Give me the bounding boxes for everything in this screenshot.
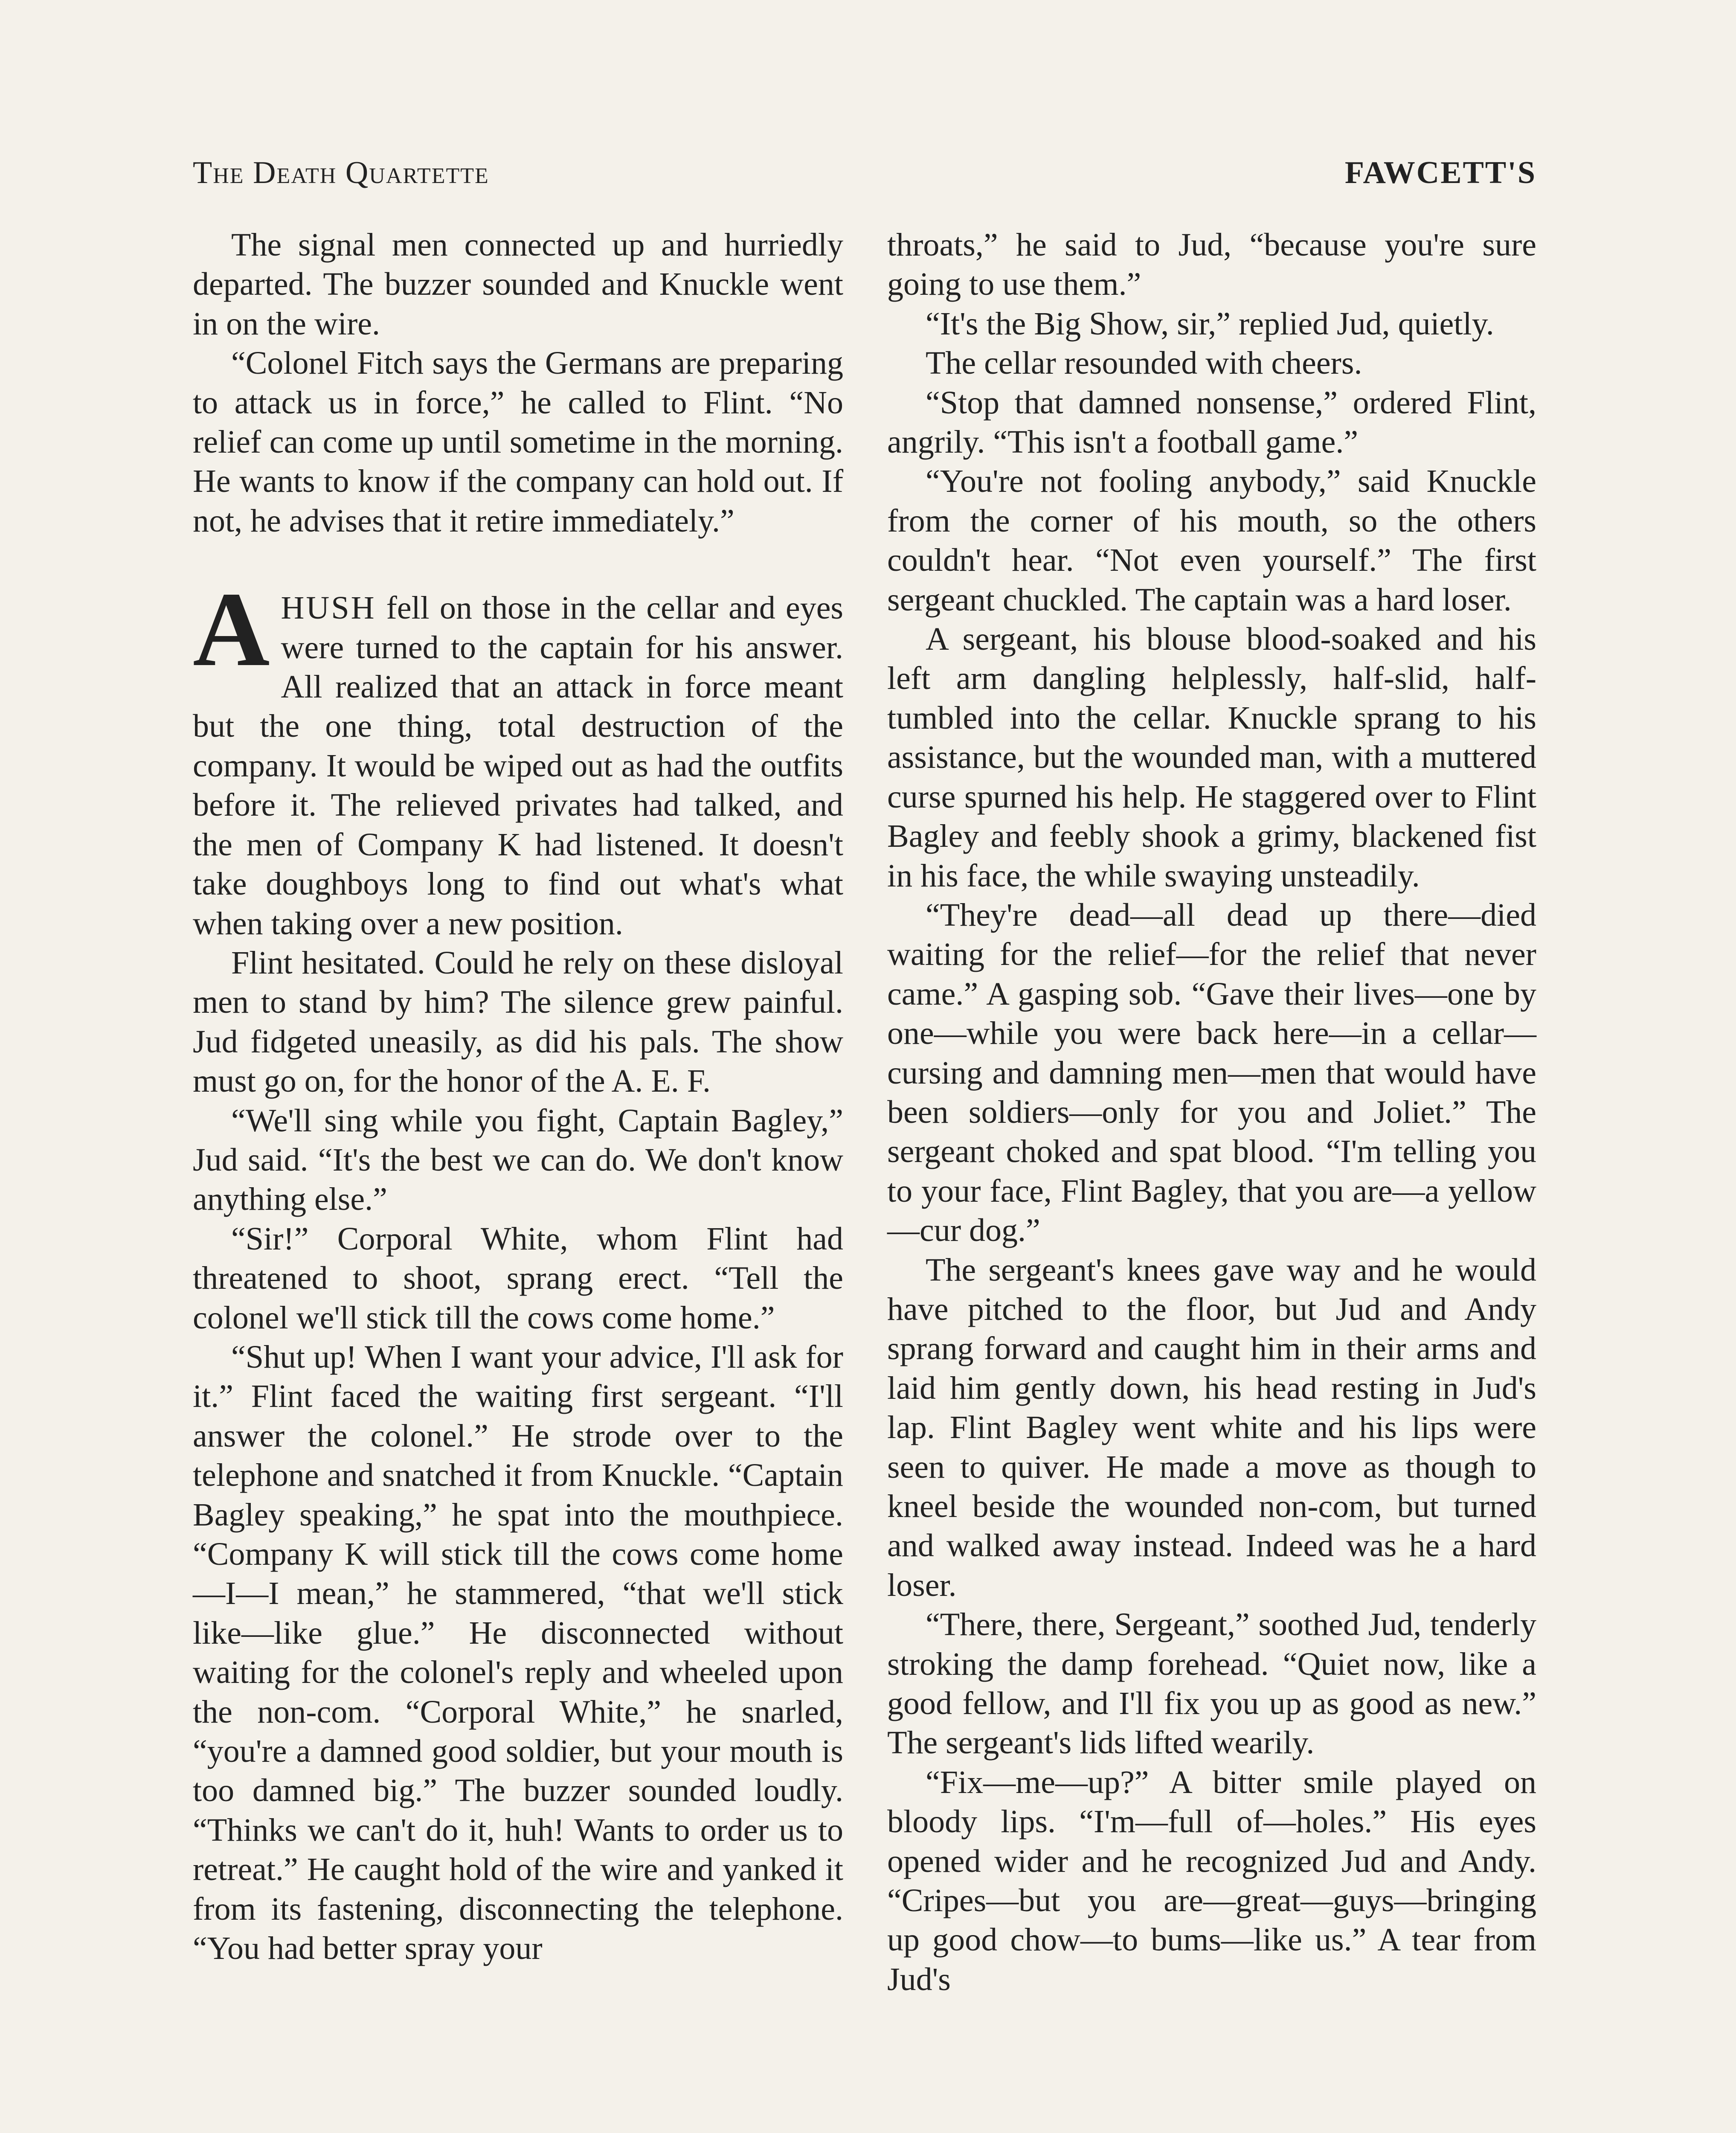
paragraph: A sergeant, his blouse blood-soaked and his left arm dangling helplessly, half-slid, half-tumbled into the cellar. Knuckle sprang to his assistance, but the wounded man, with a muttered curse spurned his help. He staggered over to Flint Bagley and feebly shook a grimy, blackened fist in his face, the while swaying unsteadily. <box>887 621 1536 894</box>
paragraph: “There, there, Sergeant,” soothed Jud, tenderly stroking the damp forehead. “Quiet now, like a good fellow, and I'll fix you up as good as new.” The sergeant's lids lifted wearily. <box>887 1607 1536 1761</box>
running-header <box>193 151 1536 198</box>
paragraph: “You're not fooling anybody,” said Knuckle from the corner of his mouth, so the others couldn't hear. “Not even yourself.” The first sergeant chuckled. The captain was a hard loser. <box>887 463 1536 618</box>
paragraph: throats,” he said to Jud, “because you're sure going to use them.” <box>887 227 1536 302</box>
paragraph-text: fell on those in the cellar and eyes were turned to the captain for his answer. All realized that an attack in force meant but the one thing, total destruction of the company. It would be wiped out as had the outfits before it. The relieved privates had talked, and the men of Company K had listened. It doesn't take doughboys long to find out what's what when taking over a new position. <box>193 590 843 942</box>
paragraph: “We'll sing while you fight, Captain Bagley,” Jud said. “It's the best we can do. We don't know anything else.” <box>193 1102 843 1218</box>
paragraph: “Stop that damned nonsense,” ordered Flint, angrily. “This isn't a football game.” <box>887 384 1536 460</box>
paragraph: The cellar resounded with cheers. <box>926 345 1362 381</box>
story-title: The Death Quartette <box>193 155 489 190</box>
paragraph: “Sir!” Corporal White, whom Flint had threatened to shoot, sprang erect. “Tell the colonel we'll stick till the cows come home.” <box>193 1221 843 1336</box>
right-column <box>887 225 1536 1999</box>
magazine-name: FAWCETT'S <box>1344 155 1536 190</box>
paragraph: The sergeant's knees gave way and he would have pitched to the floor, but Jud and Andy sprang forward and caught him in their arms and laid him gently down, his head resting in Jud's lap. Flint Bagley went white and his lips were seen to quiver. He made a move as though to kneel beside the wounded non-com, but turned and walked away instead. Indeed was he a hard loser. <box>887 1252 1536 1603</box>
drop-cap-letter: A <box>193 570 270 689</box>
lead-word: HUSH <box>281 590 376 626</box>
paragraph: “Fix—me—up?” A bitter smile played on bloody lips. “I'm—full of—holes.” His eyes opened wider and he recognized Jud and Andy. “Cripes—but you are—great—guys—bringing up good chow—to bums—like us.” A tear from Jud's <box>887 1764 1536 1997</box>
paragraph: “Colonel Fitch says the Germans are preparing to attack us in force,” he called to Flint. “No relief can come up until sometime in the morning. He wants to know if the company can hold out. If not, he advises that it retire immediately.” <box>193 345 843 539</box>
paragraph: “It's the Big Show, sir,” replied Jud, quietly. <box>926 305 1494 342</box>
paragraph: The signal men connected up and hurriedly departed. The buzzer sounded and Knuckle went in on the wire. <box>193 227 843 342</box>
drop-cap-paragraph <box>193 570 843 943</box>
left-column <box>193 225 843 1968</box>
paragraph: “They're dead—all dead up there—died waiting for the relief—for the relief that never came.” A gasping sob. “Gave their lives—one by one—while you were back here—in a cellar—cursing and damning men—men that would have been soldiers—only for you and Joliet.” The sergeant choked and spat blood. “I'm telling you to your face, Flint Bagley, that you are—a yellow—cur dog.” <box>887 897 1536 1249</box>
paragraph: “Shut up! When I want your advice, I'll ask for it.” Flint faced the waiting first sergeant. “I'll answer the colonel.” He strode over to the telephone and snatched it from Knuckle. “Captain Bagley speaking,” he spat into the mouthpiece. “Company K will stick till the cows come home—I—I mean,” he stammered, “that we'll stick like—like glue.” He disconnected without waiting for the colonel's reply and wheeled upon the non-com. “Corporal White,” he snarled, “you're a damned good soldier, but your mouth is too damned big.” The buzzer sounded loudly. “Thinks we can't do it, huh! Wants to order us to retreat.” He caught hold of the wire and yanked it from its fastening, disconnecting the telephone. “You had better spray your <box>193 1339 843 1967</box>
paragraph: Flint hesitated. Could he rely on these disloyal men to stand by him? The silence grew painful. Jud fidgeted uneasily, as did his pals. The show must go on, for the honor of the A. E. F. <box>193 944 843 1099</box>
